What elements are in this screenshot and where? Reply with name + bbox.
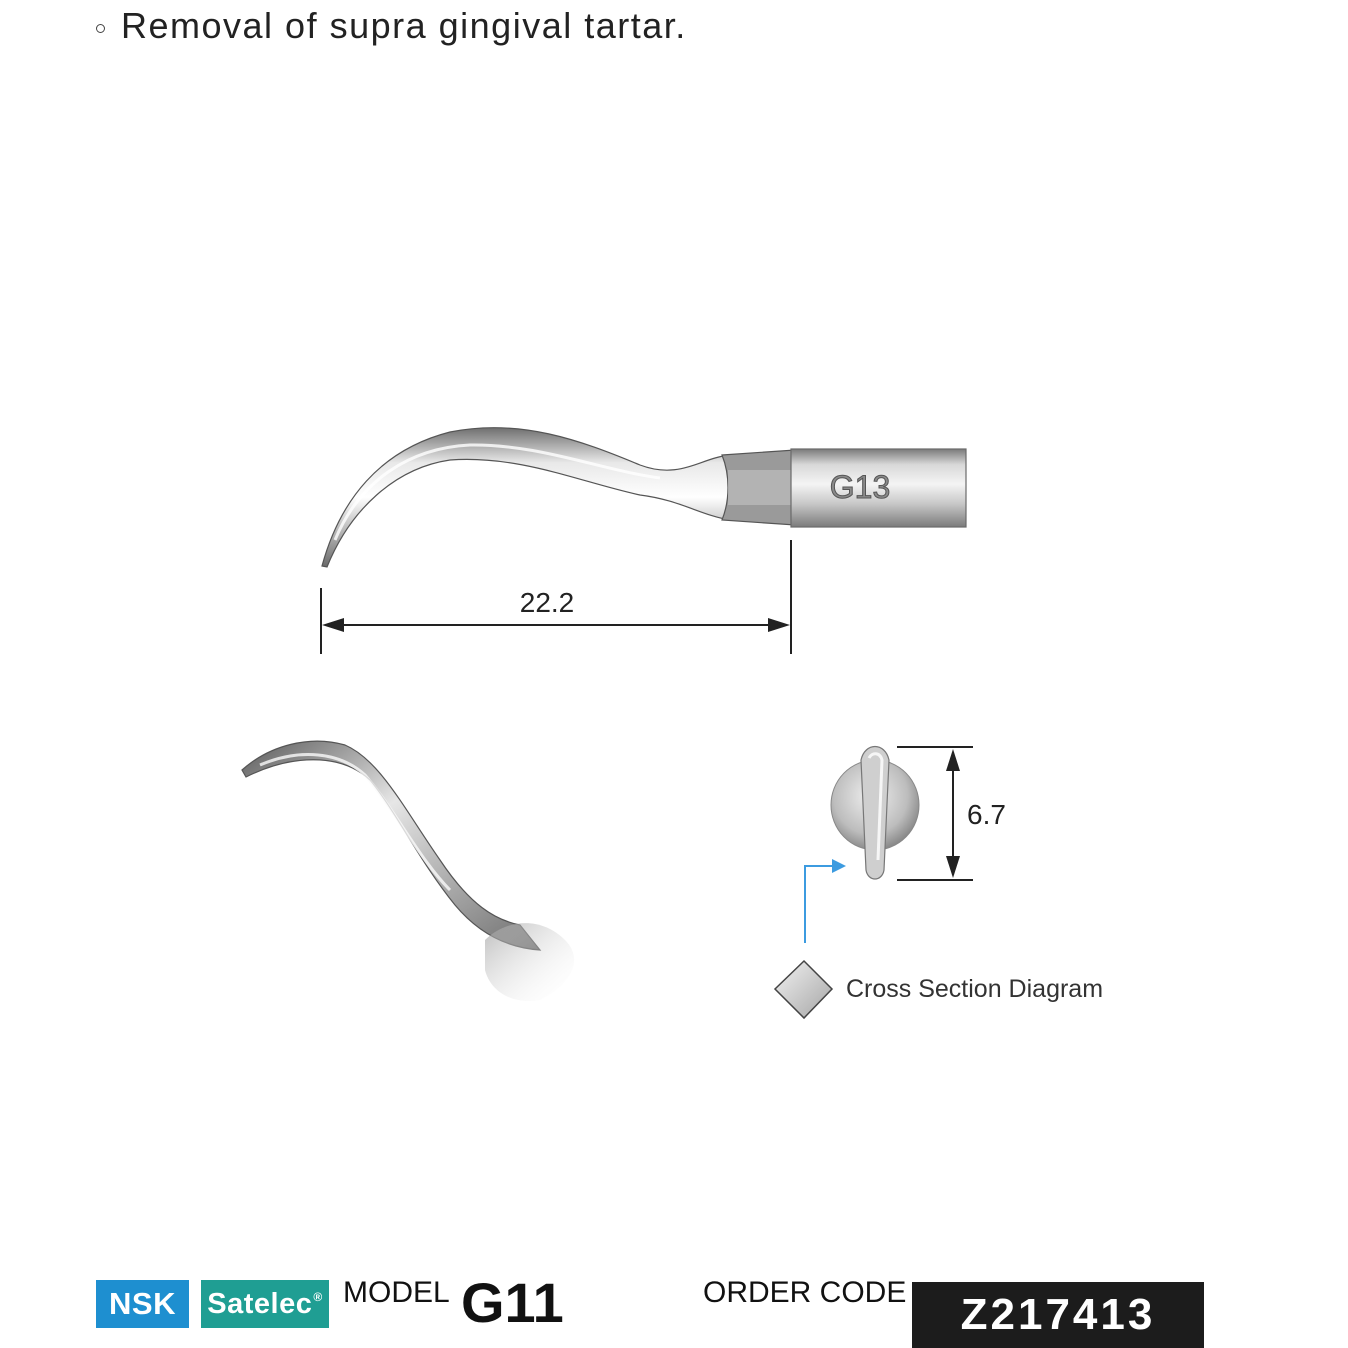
nsk-logo-text: NSK: [109, 1286, 176, 1321]
order-code-label: ORDER CODE: [703, 1276, 907, 1309]
cross-section-label: Cross Section Diagram: [846, 975, 1104, 1003]
registered-mark: ®: [313, 1290, 323, 1304]
cross-section-diamond-icon: [775, 961, 832, 1018]
model-label: MODEL: [343, 1276, 450, 1309]
length-dimension-label: 22.2: [519, 587, 575, 618]
shank-marking: G13: [829, 469, 891, 505]
height-dimension-label: 6.7: [967, 799, 1006, 830]
satelec-logo-text: Satelec: [207, 1287, 313, 1320]
cross-section-view: [831, 747, 919, 880]
nsk-logo: [96, 1280, 189, 1328]
scaler-tip-perspective-view: [242, 741, 574, 1001]
description-text: Removal of supra gingival tartar.: [121, 5, 687, 46]
model-value: G11: [461, 1271, 564, 1334]
order-code-box: [912, 1282, 1204, 1348]
satelec-logo: [201, 1280, 329, 1328]
order-code-value: Z217413: [960, 1290, 1156, 1339]
pointer-arrow-icon: [805, 859, 846, 943]
